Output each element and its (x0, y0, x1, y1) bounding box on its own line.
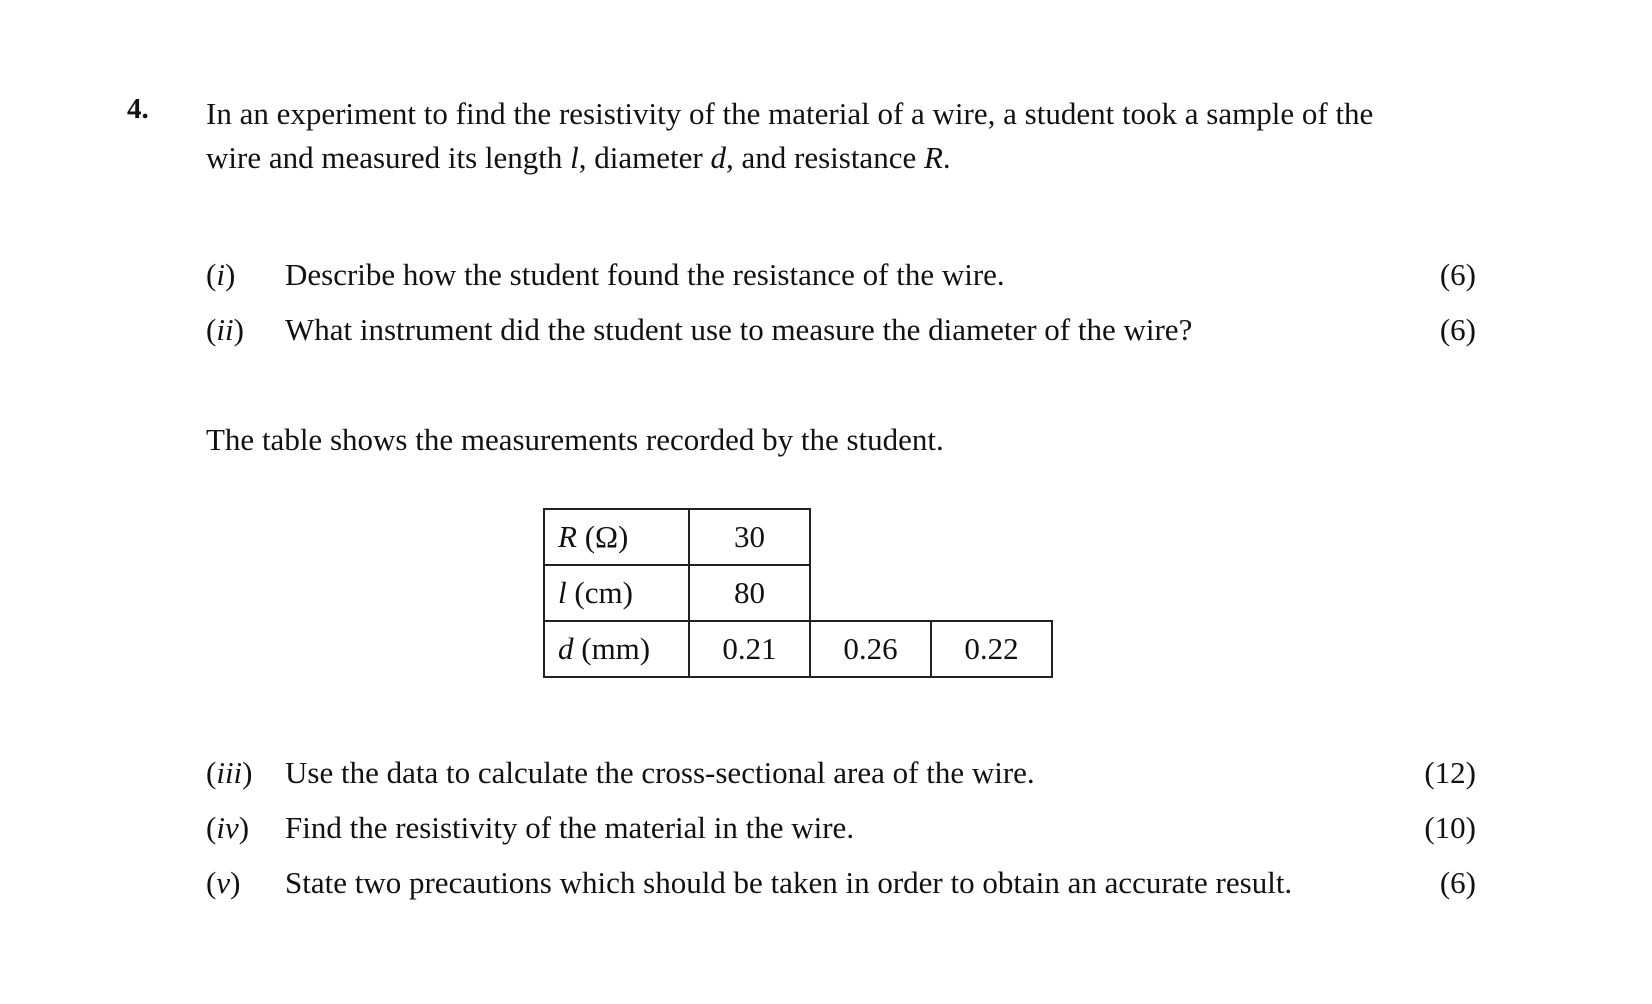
part-marks: (10) (1424, 810, 1476, 845)
table-cell: 0.22 (930, 620, 1053, 678)
part-marks: (6) (1439, 865, 1476, 900)
row-unit: (mm) (581, 631, 651, 666)
part-marks: (12) (1424, 755, 1476, 790)
table-intro: The table shows the measurements recorded by the student. (206, 422, 944, 457)
part-text: Use the data to calculate the cross-sectional area of the wire. (285, 755, 1035, 790)
table-row-header (543, 620, 690, 678)
table-cell: 30 (688, 508, 811, 566)
intro-line2-b: , diameter (578, 140, 711, 175)
row-unit: (cm) (574, 575, 633, 610)
part-marks: (6) (1439, 312, 1476, 347)
question-intro (206, 92, 1496, 180)
intro-line2-d: . (942, 140, 951, 175)
part-label: (iv) (206, 810, 250, 845)
table-row-header (543, 564, 690, 622)
intro-line2-c: , and resistance (725, 140, 924, 175)
question-number: 4. (127, 93, 149, 125)
table-cell: 80 (688, 564, 811, 622)
table-row-header (543, 508, 690, 566)
part-iv (206, 806, 1476, 850)
row-var: R (558, 519, 577, 554)
intro-var-R: R (923, 140, 943, 175)
part-label: (v) (206, 865, 241, 900)
part-label: (i) (206, 257, 236, 292)
part-iii (206, 751, 1476, 795)
part-text: State two precautions which should be taken in order to obtain an accurate result. (285, 865, 1293, 900)
row-unit: (Ω) (584, 519, 629, 554)
intro-var-l: l (570, 140, 579, 175)
part-label: (ii) (206, 312, 244, 347)
row-var: d (558, 631, 574, 666)
part-i (206, 253, 1476, 297)
part-text: Describe how the student found the resistance of the wire. (285, 257, 1005, 292)
intro-line1: In an experiment to find the resistivity of the material of a wire, a student took a sample of the (206, 96, 1374, 131)
table-cell: 0.26 (809, 620, 932, 678)
row-var: l (558, 575, 567, 610)
part-label: (iii) (206, 755, 253, 790)
intro-var-d: d (710, 140, 726, 175)
intro-line2-a: wire and measured its length (206, 140, 571, 175)
part-text: Find the resistivity of the material in the wire. (285, 810, 855, 845)
table-cell: 0.21 (688, 620, 811, 678)
part-marks: (6) (1439, 257, 1476, 292)
part-ii (206, 308, 1476, 352)
part-text: What instrument did the student use to measure the diameter of the wire? (285, 312, 1193, 347)
part-v (206, 861, 1476, 905)
